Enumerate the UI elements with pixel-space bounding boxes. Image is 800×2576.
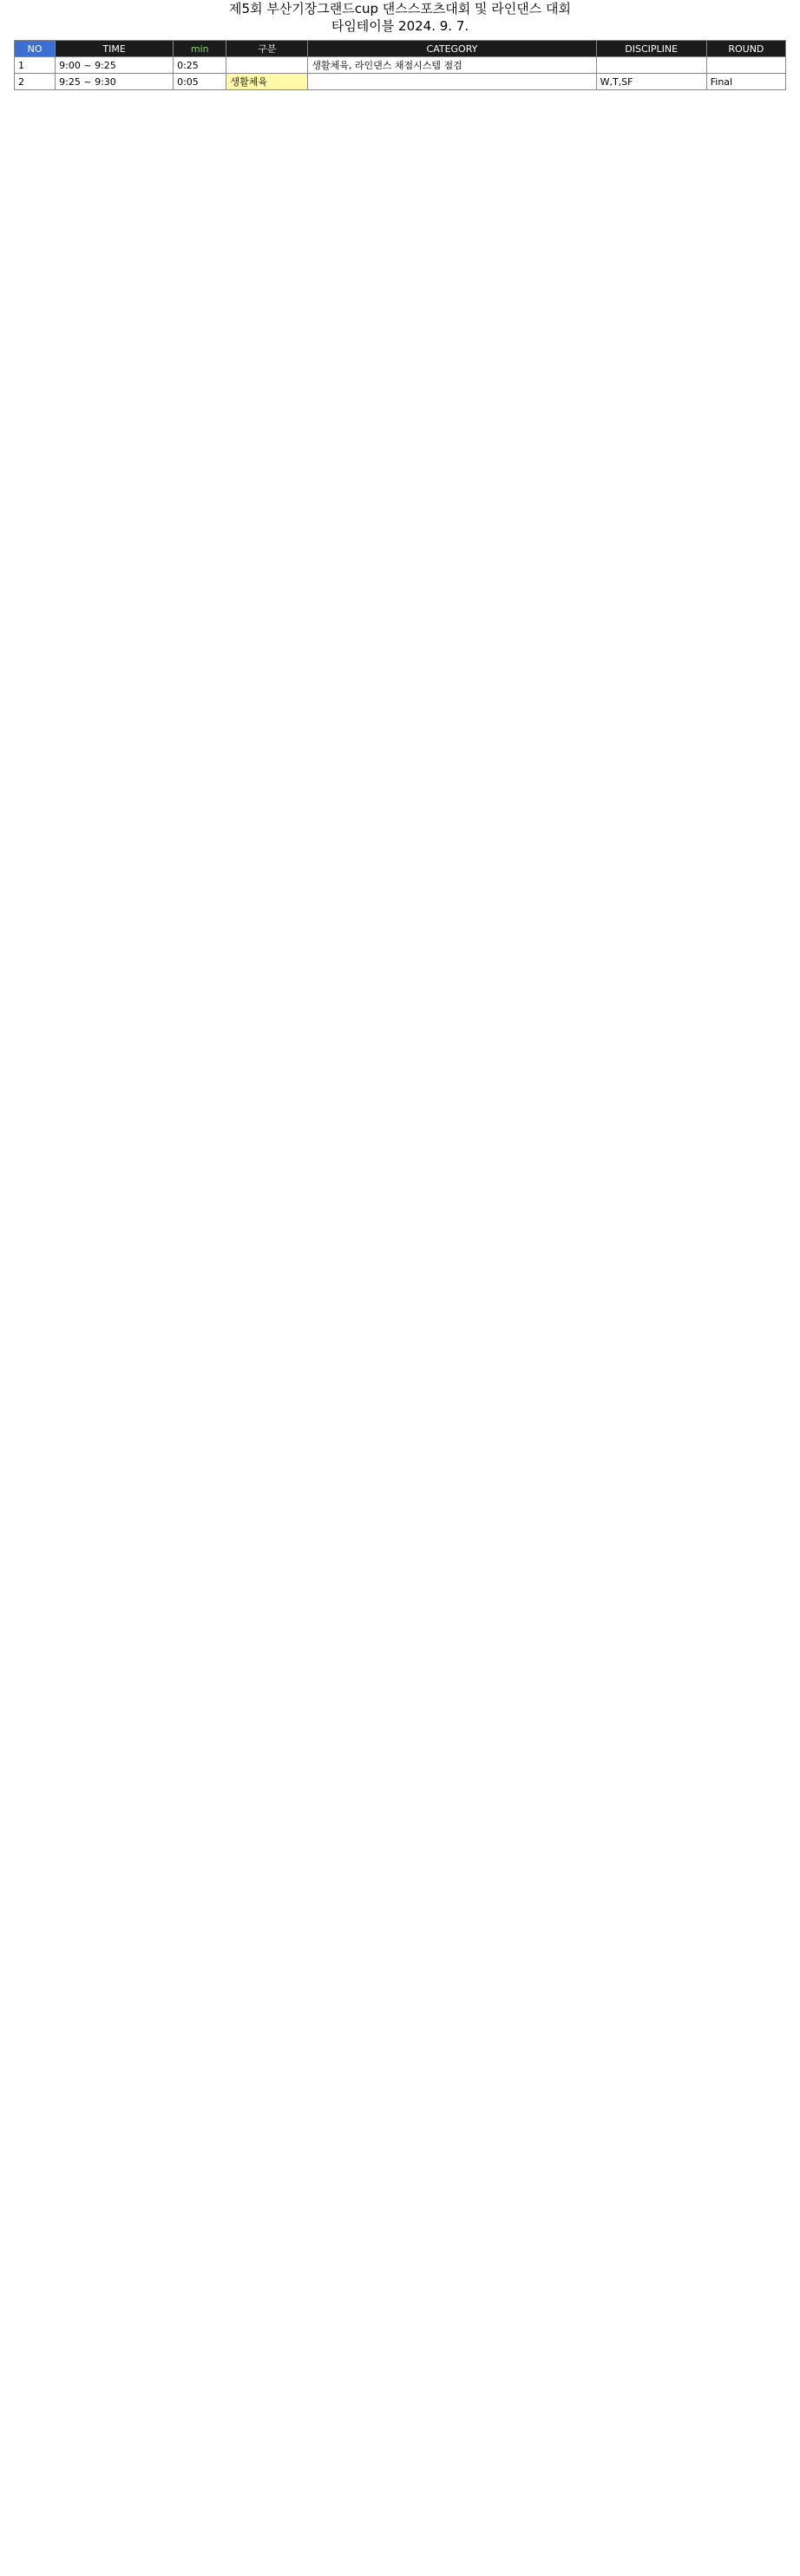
- cell-min: 0:25: [174, 57, 226, 74]
- header-cell: CATEGORY: [308, 41, 596, 57]
- cell-no: 1: [15, 57, 56, 74]
- table-row: [15, 57, 786, 74]
- header-cell: DISCIPLINE: [596, 41, 706, 57]
- header-cell: TIME: [56, 41, 174, 57]
- header-cell: NO: [15, 41, 56, 57]
- cell-round: Final: [706, 74, 785, 90]
- header-cell: min: [174, 41, 226, 57]
- cell-type: [226, 57, 308, 74]
- page-title-2: 타임테이블 2024. 9. 7.: [331, 18, 469, 34]
- cell-min: 0:05: [174, 74, 226, 90]
- page-title-1: 제5회 부산기장그랜드cup 댄스스포츠대회 및 라인댄스 대회: [229, 1, 571, 16]
- header-cell: ROUND: [706, 41, 785, 57]
- cell-time: 9:25 ~ 9:30: [56, 74, 174, 90]
- table-row: [15, 74, 786, 90]
- cell-category: [308, 74, 596, 90]
- cell-round: [706, 57, 785, 74]
- cell-category: 생활체육, 라인댄스 채점시스템 점검: [308, 57, 596, 74]
- cell-discipline: [596, 57, 706, 74]
- cell-time: 9:00 ~ 9:25: [56, 57, 174, 74]
- cell-discipline: W,T,SF: [596, 74, 706, 90]
- cell-no: 2: [15, 74, 56, 90]
- header-cell: 구분: [226, 41, 308, 57]
- cell-type: 생활체육: [226, 74, 308, 90]
- timetable: [14, 40, 786, 90]
